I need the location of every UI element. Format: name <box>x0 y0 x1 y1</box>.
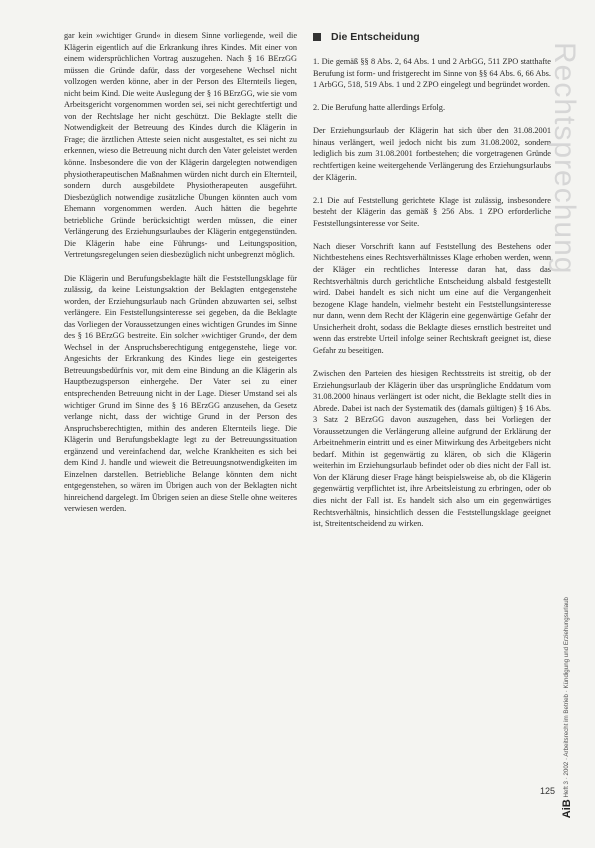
paragraph: Der Erziehungsurlaub der Klägerin hat sich über den 31.08.2001 hinaus verlängert, weil jedoch nicht bis zum 31.08.2002, sondern lediglich bis zum 31.08.2001 fortbestehen; die vorgetragenen Gründe rechtfertigen keine weitergehende Verlängerung des Erziehungsurlaubs der Klägerin. <box>313 126 551 182</box>
paragraph: gar kein »wichtiger Grund« in diesem Sinne vorliegende, weil die Klägerin eigentlich auf die Erkrankung ihres Kindes. Mit einer von einem widersprüchlichen Vortrag auszugehen. Nach § 16 BErzGG müssen die Gründe dafür, dass der vorgesehene Wechsel nicht vollzogen werden könne, aber in der Person des Elternteils liegen, nicht beim Kind. Die weite Auslegung der § 16 BErzGG, wie sie vom Arbeitsgericht vorgenommen worden sei, sei nicht gerechtfertigt und von der Rechtslage her nicht geschützt. Die Beklagte stellt die Notwendigkeit der Betreuung des Kindes durch die Klägerin in Frage; die ärztlichen Atteste seien nicht ausgestaltet, es sei nicht zu erkennen, wieso die Betreuung nicht durch den Vater geleistet werden könne. Insbesondere die von der Klägerin dargelegten notwendigen physiotherapeutischen Maßnahmen würden nicht durch ein Elternteil, sondern durch ausgebildete Physiotherapeuten ausgeführt. Diesbezüglich notwendige zusätzliche Übungen könnten auch vom Ehemann vorgenommen werden. Auch hätten die begehrte betriebliche Gründe berücksichtigt werden müssen, die einer Verlängerung des Erziehungsurlaubes der Klägerin entgegenstünden. Die Klägerin habe eine Führungs- und Leitungsposition, Vertretungsregelungen seien diesbezüglich nicht unbegrenzt möglich. <box>64 31 297 260</box>
left-text-column <box>64 30 297 527</box>
journal-line: Heft 3 · 2002 · Arbeitsrecht im Betrieb · Kündigung und Erziehungsurlaub <box>563 596 570 798</box>
paragraph: 2. Die Berufung hatte allerdings Erfolg. <box>313 103 446 113</box>
paragraph: 2.1 Die auf Feststellung gerichtete Klage ist zulässig, insbesondere besteht der Klägerin das gemäß § 256 Abs. 1 ZPO erforderliche Feststellungsinteresse vor Seite. <box>313 195 551 228</box>
right-text-column <box>313 30 551 541</box>
page-number: 125 <box>539 786 555 796</box>
square-bullet-icon <box>313 33 321 41</box>
section-heading <box>313 30 551 44</box>
paragraph: 1. Die gemäß §§ 8 Abs. 2, 64 Abs. 1 und 2 ArbGG, 511 ZPO statthafte Berufung ist form- und fristgerecht im Sinne von §§ 64 Abs. 6, 66 Abs. 1 ArbGG, 518, 519 Abs. 1 und 2 ZPO eingelegt und begründet worden. <box>313 57 551 90</box>
paragraph: Die Klägerin und Berufungsbeklagte hält die Feststellungsklage für zulässig, da keine Leistungsaktion der Beklagten entgegenstehe worden, der Erziehungsurlaub nach Gründen abzuwarten sei, selbst verlängere. Ein Feststellungsinteresse sei gegeben, da die Beklagte das Vorliegen der Voraussetzungen eines wichtigen Grundes im Sinne des § 16 BErzGG bestreite. Ein solcher »wichtiger Grund«, der dem Wechsel in der Anspruchsberechtigung entgegenstehe, liege vor. Angesichts der Erkrankung des Kindes liege ein gesteigertes Betreuungsbedürfnis vor, mit dem eine Bindung an die Klägerin als Hauptbezugsperson einhergehe. Der Vater sei zu einer entsprechenden Betreuung nicht in der Lage. Dieser Umstand sei als wichtiger Grund im Sinne des § 16 BErzGG anzusehen, da Gesetz verlange nicht, dass der wichtige Grund in der Person des Anspruchsberechtigten, mithin des anderen Elternteils liege. Die Klägerin und Berufungsbeklagte legt zu der Betreuungssituation ergänzend und vereinfachend dar, welche Krankheiten es sich bei dem Kind J. handle und wieweit die Betreuungsnotwendigkeiten im Einzelnen darstellen. Betriebliche Belange könnten dem nicht entgegenstehen, so wären im Übrigen auch von der Beklagten nicht hinreichend dargelegt. Im Übrigen seien an diese Stelle ohne weiteres verwiesen werden. <box>64 273 297 514</box>
journal-logo: AiB <box>561 799 573 818</box>
journal-footer <box>561 597 573 818</box>
paragraph: Nach dieser Vorschrift kann auf Feststellung des Bestehens oder Nichtbestehens eines Rechtsverhältnisses Klage erhoben werden, wenn der Kläger ein rechtliches Interesse daran hat, dass das Rechtsverhältnis durch gerichtliche Entscheidung alsbald festgestellt wird. Dabei handelt es sich nicht um eine auf die Vergangenheit bezogene Klage handeln, vielmehr besteht ein Feststellungsinteresse nur dann, wenn dem Recht der Klägerin eine gegenwärtige Gefahr der Unsicherheit droht, sodass die Beklagte dieses ernstlich bestreitet und wenn das erstrebte Urteil infolge seiner Rechtskraft geeignet ist, diese Gefahr zu beseitigen. <box>313 241 551 355</box>
section-heading-text: Die Entscheidung <box>331 31 420 43</box>
section-label: Rechtsprechung <box>548 42 581 275</box>
paragraph: Zwischen den Parteien des hiesigen Rechtsstreits ist streitig, ob der Erziehungsurlaub der Klägerin über das ursprüngliche Enddatum vom 31.08.2000 hinaus verlängert ist oder nicht, die Beklagte stellt dies in Abrede. Dabei ist nach der Systematik des (damals gültigen) § 16 Abs. 3 Satz 2 BErzGG davon auszugehen, dass bei Vorliegen der Voraussetzungen die Verlängerung alleine aufgrund der Erklärung der Arbeitnehmerin eintritt und es einer Mitwirkung des Arbeitgebers nicht bedarf. Mithin ist gegenwärtig zu klären, ob sich die Klägerin weiterhin im Erziehungsurlaub befindet oder ob dies nicht der Fall ist. Von der Klärung dieser Frage hängt beispielsweise ab, ob die Klägerin gegenwärtig verpflichtet ist, ihre Arbeitsleistung zu erbringen, oder ob dies nicht der Fall ist. Es handelt sich also um ein gegenwärtiges Rechtsverhältnis, hinsichtlich dessen die Feststellungsklage geeignet ist, Streitentscheidend zu wirken. <box>313 369 551 529</box>
